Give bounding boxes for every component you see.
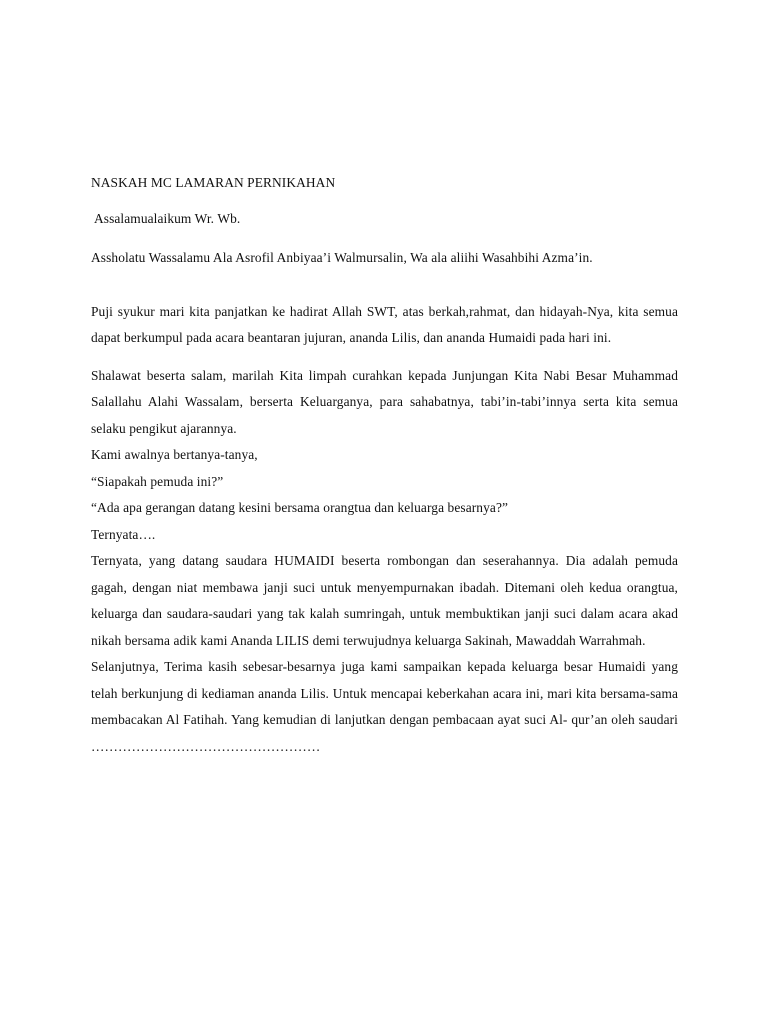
document-body xyxy=(91,170,678,760)
paragraph-humaidi: Ternyata, yang datang saudara HUMAIDI beserta rombongan dan seserahannya. Dia adalah pemuda gagah, dengan niat membawa janji suci untuk menyempurnakan ibadah. Ditemani oleh kedua orangtua, keluarga dan saudara-saudari yang tak kalah sumringah, untuk membuktikan janji suci dalam acara akad nikah bersama adik kami Ananda LILIS demi terwujudnya keluarga Sakinah, Mawaddah Warrahmah. xyxy=(91,553,678,648)
document-title: NASKAH MC LAMARAN PERNIKAHAN xyxy=(91,175,336,190)
line-kami-awalnya: Kami awalnya bertanya-tanya, xyxy=(91,447,258,462)
line-ternyata: Ternyata…. xyxy=(91,526,156,542)
sholawat-opening-line: Assholatu Wassalamu Ala Asrofil Anbiyaa’i Walmursalin, Wa ala aliihi Wasahbihi Azma’in. xyxy=(91,250,593,265)
greeting-line: Assalamualaikum Wr. Wb. xyxy=(94,210,241,226)
paragraph-puji-syukur: Puji syukur mari kita panjatkan ke hadirat Allah SWT, atas berkah,rahmat, dan hidayah-Nya, kita semua dapat berkumpul pada acara beantaran jujuran, ananda Lilis, dan ananda Humaidi pada hari ini. xyxy=(91,303,678,345)
paragraph-selanjutnya: Selanjutnya, Terima kasih sebesar-besarnya juga kami sampaikan kepada keluarga besar Humaidi yang telah berkunjung di kediaman ananda Lilis. Untuk mencapai keberkahan acara ini, mari kita bersama-sama membacakan Al Fatihah. Yang kemudian di lanjutkan dengan pembacaan ayat suci Al- qur’an oleh saudari …………………………………………… xyxy=(91,659,678,754)
line-siapakah-pemuda: “Siapakah pemuda ini?” xyxy=(91,473,224,489)
line-ada-apa-gerangan: “Ada apa gerangan datang kesini bersama orangtua dan keluarga besarnya?” xyxy=(91,500,509,515)
paragraph-shalawat: Shalawat beserta salam, marilah Kita limpah curahkan kepada Junjungan Kita Nabi Besar Muhammad Salallahu Alahi Wassalam, berserta Keluarganya, para sahabatnya, tabi’in-tabi’innya serta kita semua selaku pengikut ajarannya. xyxy=(91,367,678,436)
